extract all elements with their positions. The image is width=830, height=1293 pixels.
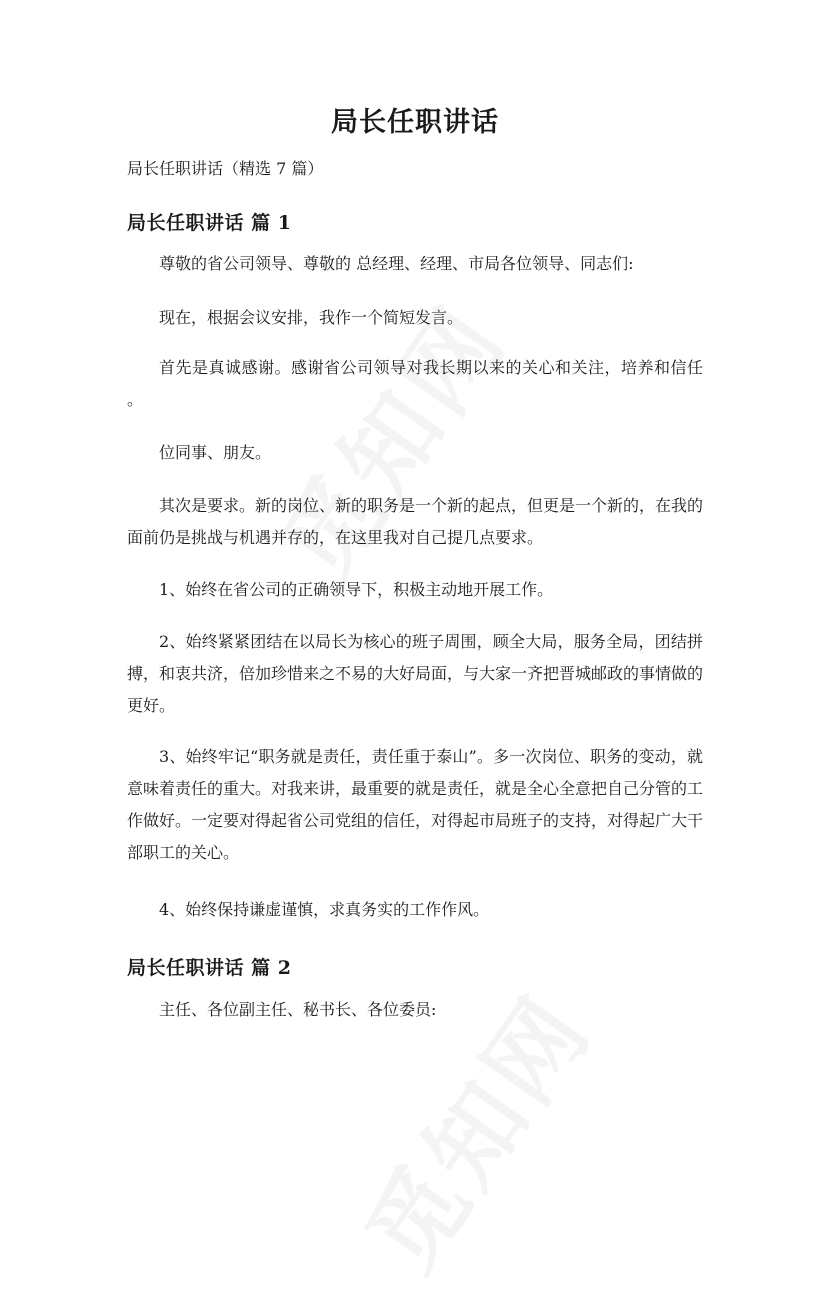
paragraph: 2、始终紧紧团结在以局长为核心的班子周围，顾全大局，服务全局，团结拼搏，和衷共济，倍加珍惜来之不易的大好局面，与大家一齐把晋城邮政的事情做的更好。 bbox=[127, 632, 704, 715]
paragraph: 尊敬的省公司领导、尊敬的 总经理、经理、市局各位领导、同志们: bbox=[159, 254, 634, 273]
document-title: 局长任职讲话 bbox=[331, 107, 499, 138]
section-heading-1: 局长任职讲话 篇 1 bbox=[127, 212, 292, 234]
paragraph: 首先是真诚感谢。感谢省公司领导对我长期以来的关心和关注，培养和信任 。 bbox=[127, 358, 703, 409]
paragraph: 现在，根据会议安排，我作一个简短发言。 bbox=[159, 308, 464, 327]
section-heading-2: 局长任职讲话 篇 2 bbox=[127, 957, 292, 979]
paragraph: 4、始终保持谦虚谨慎，求真务实的工作作风。 bbox=[159, 900, 490, 919]
paragraph: 主任、各位副主任、秘书长、各位委员: bbox=[159, 1000, 437, 1019]
paragraph: 3、始终牢记“职务就是责任，责任重于泰山”。多一次岗位、职务的变动，就意味着责任的重大。对我来讲，最重要的就是责任，就是全心全意把自己分管的工作做好。一定要对得起省公司党组的信任，对得起市局班子的支持，对得起广大干部职工的关心。 bbox=[127, 747, 704, 862]
paragraph: 1、始终在省公司的正确领导下，积极主动地开展工作。 bbox=[159, 580, 554, 599]
paragraph: 其次是要求。新的岗位、新的职务是一个新的起点，但更是一个新的，在我的面前仍是挑战与机遇并存的，在这里我对自己提几点要求。 bbox=[127, 496, 704, 547]
paragraph: 位同事、朋友。 bbox=[159, 443, 272, 462]
document-subtitle: 局长任职讲话（精选 7 篇） bbox=[127, 159, 324, 178]
